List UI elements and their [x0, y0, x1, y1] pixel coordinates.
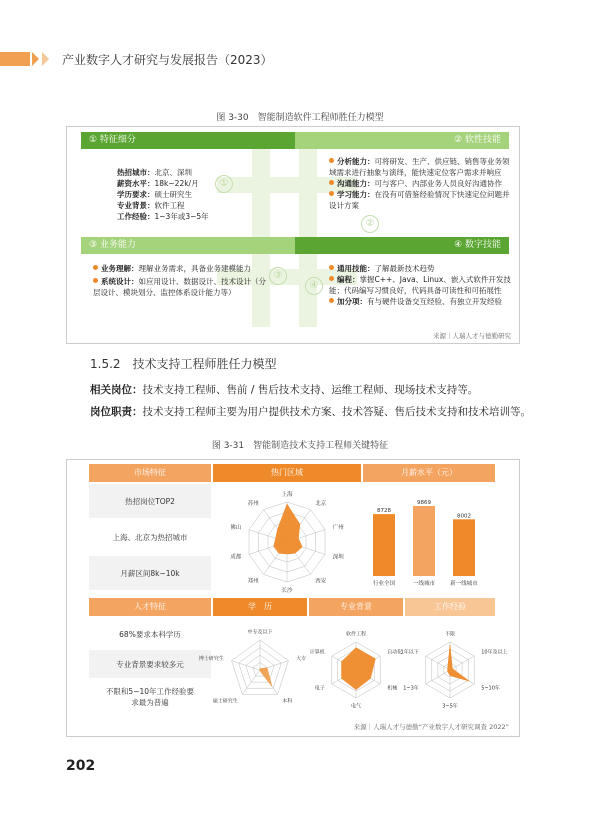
page-number: 202: [66, 758, 96, 774]
business-item: 业务理解：理解业务需求，具备业务建模能力: [93, 263, 271, 274]
business-item: 系统设计：如应用设计、数据设计、技术设计（分层设计、模块划分、监控体系设计能力等）: [93, 277, 266, 297]
profile-item: 专业背景：软件工程: [117, 201, 185, 210]
digital-item: 加分项：有与硬件设备交互经验、有独立开发经验: [329, 296, 515, 307]
talent-feature-cell: 不限和5~10年工作经验要求最为普遍: [89, 680, 211, 714]
salary-value-label: 8002: [457, 513, 471, 520]
salary-bar: [373, 514, 395, 576]
radar-axis-label: 计算机: [309, 649, 325, 656]
experience-radar-chart: [400, 618, 508, 716]
figure-key-features: [66, 459, 520, 737]
radar-axis-label: 软件工程: [345, 631, 367, 638]
soft-skill-item: 分析能力：可将研发、生产、供应链、销售等业务领域需求进行抽象与演绎，能快速定位客户需求并响应: [329, 157, 510, 177]
radar-axis-label: 1~3年: [403, 685, 419, 692]
radar-axis-label: 北京: [315, 501, 327, 507]
education-radar-chart: [198, 618, 307, 716]
market-feature-cell: 热招岗位TOP2: [89, 484, 211, 518]
salary-category-label: 新一线城市: [450, 581, 478, 587]
business-list: [93, 263, 271, 298]
bar-education: 学 历: [213, 598, 307, 616]
radar-axis-label: 电子: [314, 685, 325, 692]
radar-axis-label: 佛山: [230, 525, 242, 531]
salary-category-label: 一线城市: [412, 581, 436, 587]
duties-paragraph: 岗位职责：技术支持工程师主要为用户提供技术方案、技术答疑、售后技术支持和技术培训等。: [90, 406, 531, 418]
soft-skills-list: [329, 156, 515, 211]
radar-axis-label: 不限: [444, 631, 456, 638]
radar-axis-label: 电气: [350, 703, 362, 710]
radar-axis-label: 郑州: [247, 578, 259, 585]
figure-caption: 图 3-30 智能制造软件工程师胜任力模型: [216, 113, 384, 123]
profile-item: 热招城市：北京、深圳: [117, 168, 192, 177]
section-heading: 1.5.2 技术支持工程师胜任力模型: [90, 357, 277, 371]
radar-axis-label: 深圳: [332, 554, 344, 561]
salary-bar-chart: [363, 484, 495, 596]
profile-list: [117, 167, 247, 222]
radar-axis-label: 苏州: [247, 501, 259, 507]
salary-bar: [413, 506, 435, 576]
quadrant-number: ④: [305, 277, 323, 295]
salary-value-label: 9869: [417, 500, 431, 506]
digital-list: [329, 263, 515, 307]
quadrant-number: ②: [361, 215, 379, 233]
radar-axis-label: 自动化: [387, 649, 403, 656]
radar-axis-label: 成都: [230, 554, 242, 561]
hot-region-radar-chart: [213, 484, 361, 596]
header-accent-bar: [0, 52, 30, 66]
profile-item: 学历要求：硕士研究生: [117, 190, 192, 199]
radar-data-area: [260, 668, 272, 687]
radar-axis-label: 1年以下: [400, 649, 419, 656]
digital-item: 通用技能：了解最新技术趋势: [329, 263, 515, 274]
figure-caption: 图 3-31 智能制造技术支持工程师关键特征: [211, 441, 389, 451]
radar-axis-label: 10年及以上: [481, 649, 508, 656]
radar-axis-label: 上海: [281, 491, 293, 498]
figure-source: 来源｜人瑞人才与德勤“产业数字人才研究调查 2022”: [353, 723, 509, 731]
bar-feature-breakdown: ① 特征细分: [81, 132, 295, 149]
bar-soft-skills: ② 软性技能: [295, 132, 509, 149]
radar-axis-label: 长沙: [281, 587, 293, 594]
profile-item: 薪资水平：18k~22k/月: [117, 179, 199, 188]
radar-axis-label: 大专: [296, 655, 307, 662]
talent-feature-cell: 68%要求本科学历: [89, 620, 211, 648]
salary-category-label: 行业全国: [372, 581, 396, 587]
bar-digital-skills: ④ 数字技能: [295, 237, 509, 254]
salary-bar: [453, 519, 475, 576]
radar-axis-label: 中专及以下: [247, 629, 273, 636]
soft-skill-item: 沟通能力：可与客户、内部业务人员良好沟通协作: [329, 178, 515, 189]
bar-experience: 工作经验: [405, 598, 495, 616]
bar-major: 专业背景: [309, 598, 403, 616]
bar-talent-features: 人才特征: [89, 598, 211, 616]
radar-data-area: [448, 645, 470, 681]
bar-market-features: 市场特征: [89, 464, 211, 482]
bar-business-ability: ③ 业务能力: [81, 237, 295, 254]
major-radar-chart: [309, 618, 403, 716]
running-header-title: 产业数字人才研究与发展报告（2023）: [62, 53, 273, 67]
radar-data-area: [342, 648, 376, 690]
header-chevron: [32, 52, 39, 66]
radar-axis-label: 广州: [332, 525, 344, 531]
quadrant-number: ③: [269, 267, 287, 285]
digital-item: 编程：掌握C++、Java、Linux、嵌入式软件开发技能；代码编写习惯良好，代码具备可读性和可拓展性: [329, 275, 511, 295]
radar-axis-label: 机械: [387, 685, 398, 692]
soft-skill-item: 学习能力：在没有可借鉴经验情况下快速定位问题并设计方案: [329, 190, 510, 210]
bar-hot-regions: 热门区域: [213, 464, 361, 482]
bar-salary-level: 月薪水平（元）: [363, 464, 495, 482]
market-feature-cell: 上海、北京为热招城市: [89, 520, 211, 554]
related-posts-paragraph: 相关岗位：技术支持工程师、售前 / 售后技术支持、运维工程师、现场技术支持等。: [90, 384, 479, 396]
figure-competency-model: [66, 126, 520, 344]
market-feature-cell: 月薪区间8k~10k: [89, 556, 211, 590]
radar-axis-label: 西安: [315, 578, 327, 585]
radar-axis-label: 5~10年: [481, 685, 500, 692]
profile-item: 工作经验：1~3年或3~5年: [117, 212, 209, 221]
radar-axis-label: 博士研究生: [198, 655, 224, 662]
salary-value-label: 8728: [377, 508, 391, 515]
radar-data-area: [274, 504, 303, 554]
figure-source: 来源｜人瑞人才与德勤研究: [433, 332, 511, 340]
quadrant-number: ①: [215, 175, 233, 193]
radar-axis-label: 3~5年: [442, 703, 458, 710]
radar-axis-label: 硕士研究生: [212, 698, 238, 705]
header-chevron: [42, 52, 49, 66]
radar-axis-label: 本科: [282, 698, 293, 705]
talent-feature-cell: 专业背景要求较多元: [89, 650, 211, 678]
